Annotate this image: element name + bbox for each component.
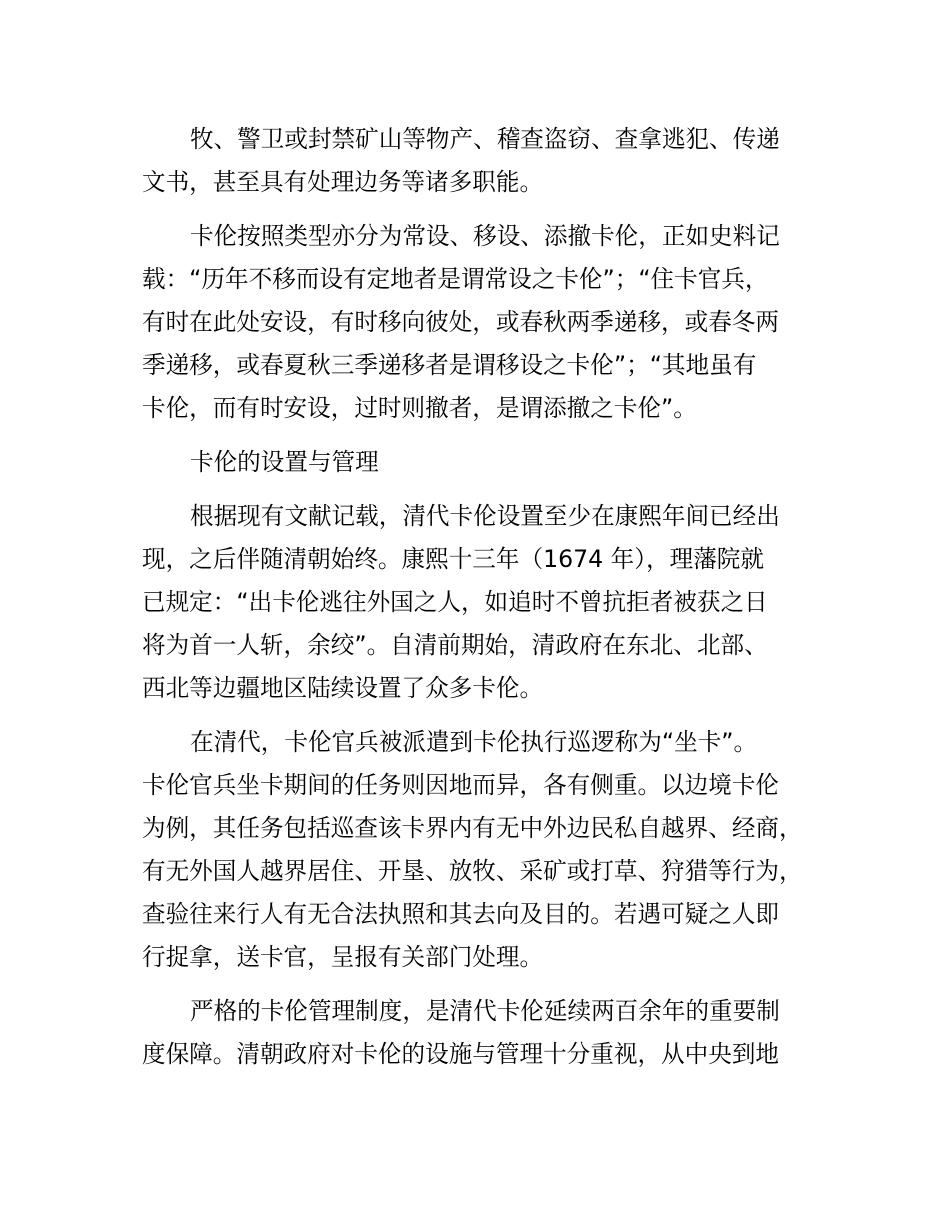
text-line: 将为首一人斩，余绞”。自清前期始，清政府在东北、北部、 — [142, 631, 768, 659]
paragraph-establishment — [142, 495, 832, 710]
paragraph-management — [142, 990, 832, 1076]
text-line: 载：“历年不移而设有定地者是谓常设之卡伦”；“住卡官兵， — [142, 265, 769, 293]
text-line: 在清代，卡伦官兵被派遣到卡伦执行巡逻称为“坐卡”。 — [190, 728, 758, 756]
text-line: 卡伦，而有时安设，过时则撤者，是谓添撤之卡伦”。 — [142, 394, 697, 422]
paragraph-types — [142, 215, 832, 430]
heading-text: 卡伦的设置与管理 — [190, 448, 379, 476]
text-line: 现，之后伴随清朝始终。康熙十三年（1674 年），理藩院就 — [142, 545, 764, 573]
text-line: 已规定：“出卡伦逃往外国之人，如追时不曾抗拒者被获之日 — [142, 588, 768, 616]
section-heading — [142, 441, 832, 484]
text-line: 牧、警卫或封禁矿山等物产、稽查盗窃、查拿逃犯、传递 — [190, 125, 780, 153]
text-line: 查验往来行人有无合法执照和其去向及目的。若遇可疑之人即 — [142, 900, 780, 928]
text-line: 卡伦按照类型亦分为常设、移设、添撤卡伦，正如史料记 — [190, 222, 780, 250]
paragraph-duties — [142, 721, 832, 979]
text-line: 根据现有文献记载，清代卡伦设置至少在康熙年间已经出 — [190, 502, 780, 530]
text-line: 行捉拿，送卡官，呈报有关部门处理。 — [142, 943, 544, 971]
text-line: 为例，其任务包括巡查该卡界内有无中外边民私自越界、经商， — [142, 814, 803, 842]
text-line: 西北等边疆地区陆续设置了众多卡伦。 — [142, 674, 544, 702]
text-line: 季递移，或春夏秋三季递移者是谓移设之卡伦”；“其地虽有 — [142, 351, 757, 379]
document-page — [142, 118, 832, 1087]
text-line: 有时在此处安设，有时移向彼处，或春秋两季递移，或春冬两 — [142, 308, 780, 336]
paragraph-continuation — [142, 118, 832, 204]
text-line: 度保障。清朝政府对卡伦的设施与管理十分重视，从中央到地 — [142, 1040, 780, 1068]
text-line: 卡伦官兵坐卡期间的任务则因地而异，各有侧重。以边境卡伦 — [142, 771, 780, 799]
text-line: 有无外国人越界居住、开垦、放牧、采矿或打草、狩猎等行为， — [142, 857, 803, 885]
text-line: 文书，甚至具有处理边务等诸多职能。 — [142, 168, 544, 196]
text-line: 严格的卡伦管理制度，是清代卡伦延续两百余年的重要制 — [190, 997, 780, 1025]
